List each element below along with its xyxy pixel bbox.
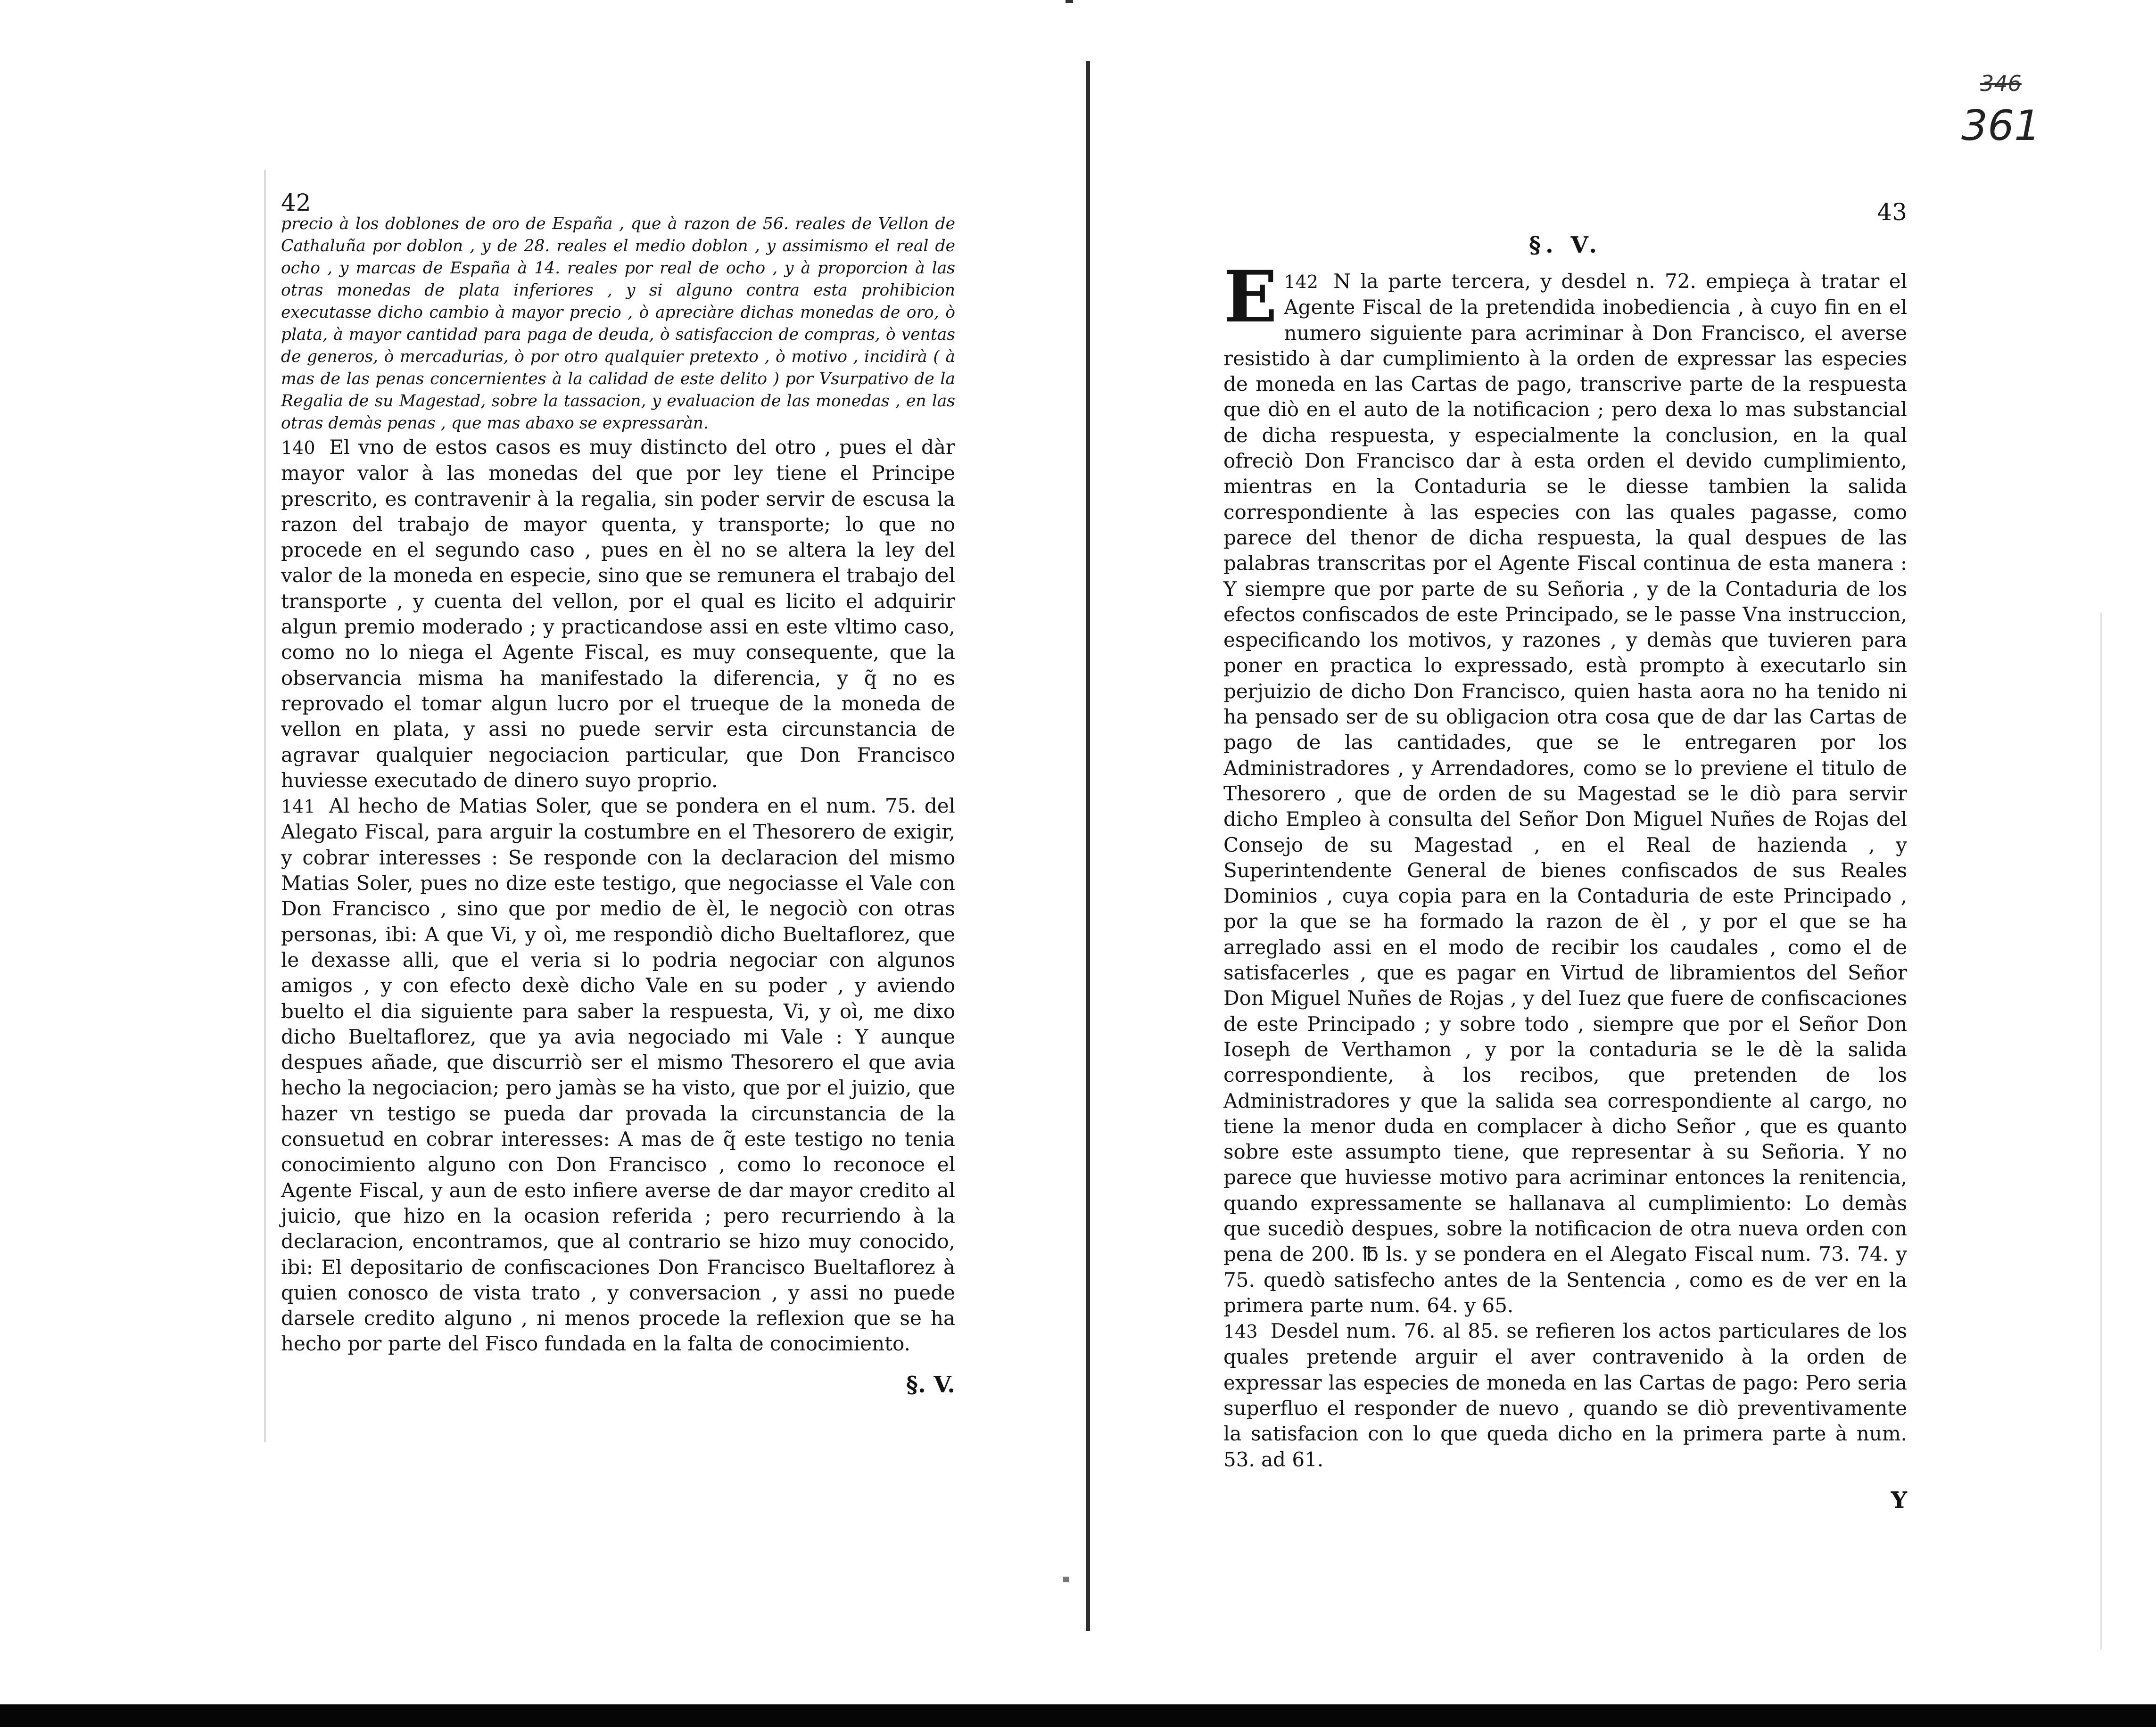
paragraph-142 [1223,255,1907,1318]
binding-mark [1066,0,1073,3]
left-folio: 42 [281,189,311,216]
left-page [281,189,955,1398]
paragraph-number: 141 [281,796,315,817]
archive-number-old: 346 [1980,71,2022,96]
paragraph-number: 142 [1284,271,1318,292]
right-page [1223,198,1907,1514]
paragraph-143 [1223,1318,1907,1472]
paragraph-141 [281,793,955,1357]
corner-mark [1063,1577,1069,1582]
left-catchword: §. V. [906,1371,955,1398]
book-spine [1086,61,1090,1631]
right-page-edge [2100,613,2102,1650]
section-heading: §. V. [1528,232,1602,258]
right-catchword: Y [1891,1487,1907,1513]
continuation-paragraph: precio à los doblones de oro de España , que à razon de 56. reales de Vellon de Cathaluña por doblon , y de 28. reales el medio doblon , y assimismo el real de ocho , y marcas de España à 14. reales por real de ocho , y à proporcion à las otras monedas de plata inferiores , y si alguno contra esta prohibicion executasse dicho cambio à mayor precio , ò apreciàre dichas monedas de oro, ò plata, à mayor cantidad para paga de deuda, ò satisfaccion de compras, ò ventas de generos, ò mercadurias, ò por otro qualquier pretexto , ò motivo , incidirà ( à mas de las penas concernientes à la calidad de este delito ) por Vsurpativo de la Regalia de su Magestad, sobre la tassacion, y evaluacion de las monedas , en las otras demàs penas , que mas abaxo se expressaràn. [281,214,955,433]
paragraph-text: Desdel num. 76. al 85. se refieren los actos particulares de los quales pretende arguir el aver contravenido à la orden de expressar las especies de moneda en las Cartas de pago: Pero seria superfluo el responder de nuevo , quando se diò preventivamente la satisfacion con lo que queda dicho en la primera parte à num. 53. ad 61. [1223,1319,1907,1471]
bleed-through-ghost [123,127,134,167]
paragraph-number: 140 [281,437,315,458]
paragraph-number: 143 [1223,1321,1258,1342]
left-page-edge [264,170,266,1442]
paragraph-text: Al hecho de Matias Soler, que se pondera en el num. 75. del Alegato Fiscal, para arguir la costumbre en el Thesorero de exigir, y cobrar interesses : Se responde con la declaracion del mismo Matias Soler, pues no dize este testigo, que negociasse el Vale con Don Francisco , sino que por medio de èl, le negociò con otras personas, ibi: A que Vi, y oì, me respondiò dicho Bueltaflorez, que le dexasse alli, que el veria si lo podria negociar con algunos amigos , y con efecto dexè dicho Vale en su poder , y aviendo buelto el dia siguiente para saber la respuesta, Vi, y oì, me dixo dicho Bueltaflorez, que ya avia negociado mi Vale : Y aunque despues añade, que discurriò ser el mismo Thesorero el que avia hecho la negociacion; pero jamàs se ha visto, que por el juizio, que hazer vn testigo se pueda dar provada la circunstancia de la consuetud en cobrar interesses: A mas de q̃ este testigo no tenia conocimiento alguno con Don Francisco , como lo reconoce el Agente Fiscal, y aun de esto infiere averse de dar mayor credito al juicio, que hizo en la ocasion referida ; pero recurriendo à la declaracion, encontramos, que al contrario se hizo muy conocido, ibi: El depositario de confiscaciones Don Francisco Bueltaflorez à quien conosco de vista trato , y conversacion , y assi no puede darsele credito alguno , ni menos procede la reflexion que se ha hecho por parte del Fisco fundada en la falta de conocimiento. [281,794,955,1356]
paragraph-text: N la parte tercera, y desdel n. 72. empieça à tratar el Agente Fiscal de la pretendida inobediencia , à cuyo fin en el numero siguiente para acriminar à Don Francisco, el averse resistido à dar cumplimiento à la orden de expressar las especies de moneda en las Cartas de pago, transcrive parte de la respuesta que diò en el auto de la notificacion ; pero dexa lo mas substancial de dicha respuesta, y especialmente la conclusion, en la qual ofreciò Don Francisco dar à esta orden el devido cumplimiento, mientras en la Contaduria se le diesse tambien la salida correspondiente à las especies con las quales pagasse, como parece del thenor de dicha respuesta, la qual despues de las palabras transcritas por el Agente Fiscal continua de esta manera : Y siempre que por parte de su Señoria , y de la Contaduria de los efectos confiscados de este Principado, se le passe Vna instruccion, especificando los motivos, y razones , y demàs que tuvieren para poner en practica lo expressado, està prompto à executarlo sin perjuizio de dicho Don Francisco, quien hasta aora no ha tenido ni ha pensado ser de su obligacion otra cosa que de dar las Cartas de pago de las cantidades, que se le entregaren por los Administradores , y Arrendadores, como se lo previene el titulo de Thesorero , que de orden de su Magestad se le diò para servir dicho Empleo à consulta del Señor Don Miguel Nuñes de Rojas del Consejo de su Magestad , en el Real de hazienda , y Superintendente General de bienes confiscados de sus Reales Dominios , cuya copia para en la Contaduria de este Principado , por la que se ha formado la razon de èl , y por el que se ha arreglado assi en el modo de recibir los caudales , como el de satisfacerles , que es pagar en Virtud de libramientos del Señor Don Miguel Nuñes de Rojas , y del Iuez que fuere de confiscaciones de este Principado ; y sobre todo , siempre que por el Señor Don Ioseph de Verthamon , y por la contaduria se le dè la salida correspondiente, à los recibos, que pretenden de los Administradores y que la salida sea correspondiente al cargo, no tiene la menor duda en complacer à dicho Señor , que es quanto sobre este assumpto tiene, que representar à su Señoria. Y no parece que huviesse motivo para acriminar entonces la renitencia, quando expressamente se hallanava al cumplimiento: Lo demàs que sucediò despues, sobre la notificacion de otra nueva orden con pena de 200. ℔ ls. y se pondera en el Alegato Fiscal num. 73. 74. y 75. quedò satisfecho antes de la Sentencia , como es de ver en la primera parte num. 64. y 65. [1223,270,1907,1317]
drop-cap: E [1223,255,1278,338]
scan-bottom-border [0,1704,2156,1727]
archive-number-new: 361 [1961,101,2040,150]
right-folio: 43 [1877,198,1907,226]
paragraph-140 [281,435,955,793]
paragraph-text: El vno de estos casos es muy distincto del otro , pues el dàr mayor valor à las monedas del que por ley tiene el Principe prescrito, es contravenir à la regalia, sin poder servir de escusa la razon del trabajo de mayor quenta, y transporte; lo que no procede en el segundo caso , pues en èl no se altera la ley del valor de la moneda en especie, sino que se remunera el trabajo del transporte , y cuenta del vellon, por el qual es licito el adquirir algun premio moderado ; y practicandose assi en este vltimo caso, como no lo niega el Agente Fiscal, es muy consequente, que la observancia misma ha manifestado la diferencia, y q̃ no es reprovado el tomar algun lucro por el trueque de la moneda de vellon en plata, y assi no puede servir esta circunstancia de agravar qualquier negociacion particular, que Don Francisco huviesse executado de dinero suyo proprio. [281,436,956,792]
